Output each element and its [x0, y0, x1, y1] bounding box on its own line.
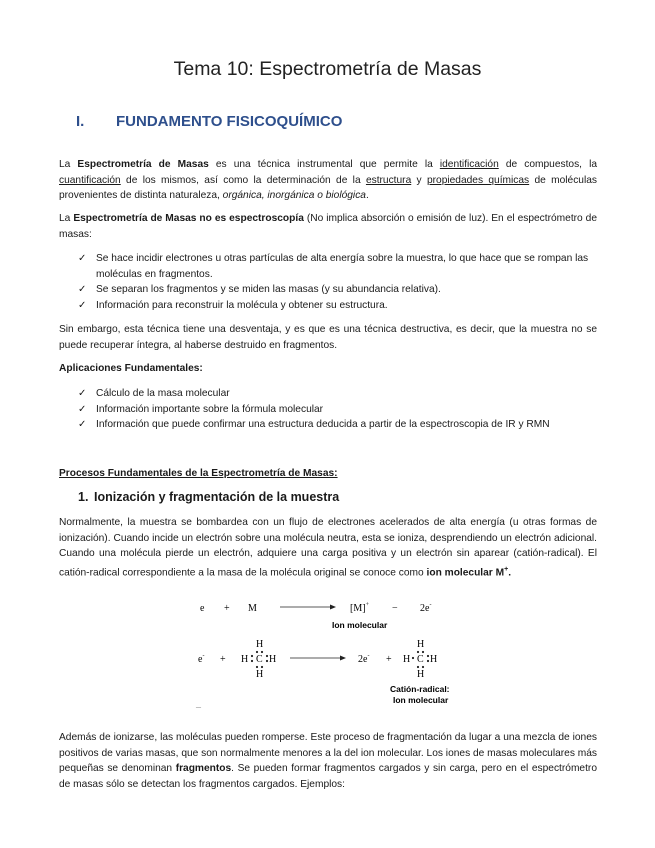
molecule-symbol: M [248, 603, 257, 614]
charge-superscript: + [365, 602, 369, 608]
check-icon: ✓ [78, 284, 87, 295]
text: de compuestos, la [498, 159, 597, 170]
product-text: [M] [350, 603, 366, 614]
hydrogen-atom: H [430, 654, 438, 665]
checklist-espectrometro [78, 251, 598, 313]
cation-radical-structure [403, 639, 437, 680]
hydrogen-atom: H [256, 639, 264, 650]
text-underline: estructura [365, 174, 412, 186]
applications-heading: Aplicaciones Fundamentales: [59, 363, 203, 374]
text-bold: ion molecular M [426, 566, 505, 578]
checklist-aplicaciones [78, 386, 598, 433]
procesos-heading: Procesos Fundamentales de la Espectrometría de Masas: [59, 468, 338, 479]
text: es una técnica instrumental que permite la [208, 159, 440, 170]
hydrogen-atom: H [417, 669, 425, 680]
subsection-label: Ionización y fragmentación de la muestra [94, 490, 340, 504]
paragraph-intro [59, 157, 597, 204]
hydrogen-atom: H [403, 654, 411, 665]
subsection-number: 1. [78, 490, 89, 504]
section-heading [76, 113, 342, 130]
superscript: + [504, 565, 509, 573]
paragraph-fragmentacion [59, 730, 597, 792]
reaction-arrow [290, 656, 346, 661]
hydrogen-atom: H [256, 669, 264, 680]
list-item-text: Se separan los fragmentos y se miden las masas (y su abundancia relativa). [96, 284, 441, 295]
list-item [78, 282, 598, 298]
text: Además de ionizarse, las moléculas pueden romperse. Este proceso de fragmentación da lugar a una mezcla de iones positivos de varias masas, que son normalmente menores a la del ion molecular. Los iones de masas moleculares más pequeñas se denominan [59, 732, 597, 774]
text: La [59, 213, 74, 224]
hydrogen-atom: H [417, 639, 425, 650]
list-item-text: Información que puede confirmar una estructura deducida a partir de la espectroscopia de IR y RMN [96, 419, 550, 430]
list-item-text: Información para reconstruir la molécula y obtener su estructura. [96, 299, 388, 311]
electron-symbol [198, 653, 204, 665]
paragraph-desventaja: Sin embargo, esta técnica tiene una desventaja, y es que es una técnica destructiva, es decir, que la muestra no se puede recuperar íntegra, al haberse destruido en fragmentos. [59, 324, 597, 351]
text-bold: fragmentos [175, 763, 232, 774]
section-number: I. [76, 113, 85, 130]
check-icon: ✓ [78, 299, 87, 311]
stray-mark: – [196, 702, 201, 713]
plus-sign: + [386, 654, 392, 665]
text: . [365, 190, 369, 201]
plus-sign: + [220, 654, 226, 665]
reaction-arrow [280, 605, 336, 610]
list-item [78, 402, 598, 418]
hydrogen-atom: H [269, 654, 277, 665]
carbon-atom: C [417, 654, 424, 665]
text: (No implica absorción o emisión de luz). En el espectrómetro de masas: [59, 213, 598, 240]
list-item [78, 386, 598, 402]
text: de moléculas provenientes de distinta naturaleza, [59, 174, 597, 201]
check-icon: ✓ [78, 388, 87, 399]
plus-sign: + [224, 603, 230, 614]
product-text: 2e [420, 603, 430, 614]
text: . [508, 566, 512, 578]
charge-superscript: - [429, 602, 432, 608]
text-underline: propiedades químicas [426, 174, 530, 186]
product-text: 2e [358, 654, 368, 665]
two-electrons [358, 653, 369, 665]
minus-sign: − [392, 603, 398, 614]
methane-lewis-structure [241, 639, 276, 680]
subsection-heading [78, 490, 339, 504]
ion-molecular-label: Ion molecular [393, 695, 449, 705]
product-text: e [198, 654, 203, 665]
text-underline: identificación [439, 159, 499, 170]
charge-superscript: - [202, 653, 205, 659]
paragraph-ionizacion [59, 515, 597, 580]
text: . Se pueden formar fragmentos cargados y sin carga, pero en el espectrómetro de masas sólo se detectan los fragmentos cargados. Ejemplos: [59, 763, 597, 790]
list-item [78, 251, 598, 282]
carbon-atom: C [256, 654, 263, 665]
ion-molecular-label: Ion molecular [332, 620, 388, 630]
text-bold: Espectrometría de Masas no es espectroscopía [73, 213, 304, 224]
list-item-text: Información importante sobre la fórmula molecular [96, 403, 324, 415]
two-electrons [420, 602, 431, 614]
check-icon: ✓ [78, 403, 87, 415]
list-item-text: Cálculo de la masa molecular [96, 388, 230, 399]
hydrogen-atom: H [241, 654, 249, 665]
list-item [78, 417, 598, 433]
text-italic: orgánica, inorgánica o biológica [222, 190, 366, 201]
text: Normalmente, la muestra se bombardea con un flujo de electrones acelerados de alta energía (u otras formas de ionización). Cuando incide un electrón sobre una molécula neutra, esta se ioniza, desprendiendo un electrón adicional. Cuando una molécula pierde un electrón, adquiere una carga positiva y un electrón sin aparear (catión-radical). El catión-radical correspondiente a la masa de la molécula original se conoce como [59, 517, 597, 578]
paragraph-no-espectroscopia [59, 211, 597, 242]
ionization-diagram [190, 596, 470, 716]
section-label: FUNDAMENTO FISICOQUÍMICO [116, 113, 343, 130]
cation-radical-label: Catión-radical: [390, 684, 450, 694]
check-icon: ✓ [78, 253, 87, 264]
text: La [59, 159, 78, 170]
list-item-text: Se hace incidir electrones u otras partículas de alta energía sobre la muestra, lo que hace que se rompan las moléculas en fragmentos. [96, 253, 589, 280]
check-icon: ✓ [78, 419, 87, 430]
molecular-ion-symbol [350, 602, 370, 614]
text-bold: Espectrometría de Masas [77, 159, 209, 170]
list-item [78, 298, 598, 314]
text: de los mismos, así como la determinación de la [120, 174, 366, 186]
page-title: Tema 10: Espectrometría de Masas [173, 58, 482, 80]
text-underline: cuantificación [59, 174, 121, 186]
text: y [411, 174, 427, 186]
charge-superscript: - [367, 653, 370, 659]
electron-symbol: e [200, 603, 205, 614]
